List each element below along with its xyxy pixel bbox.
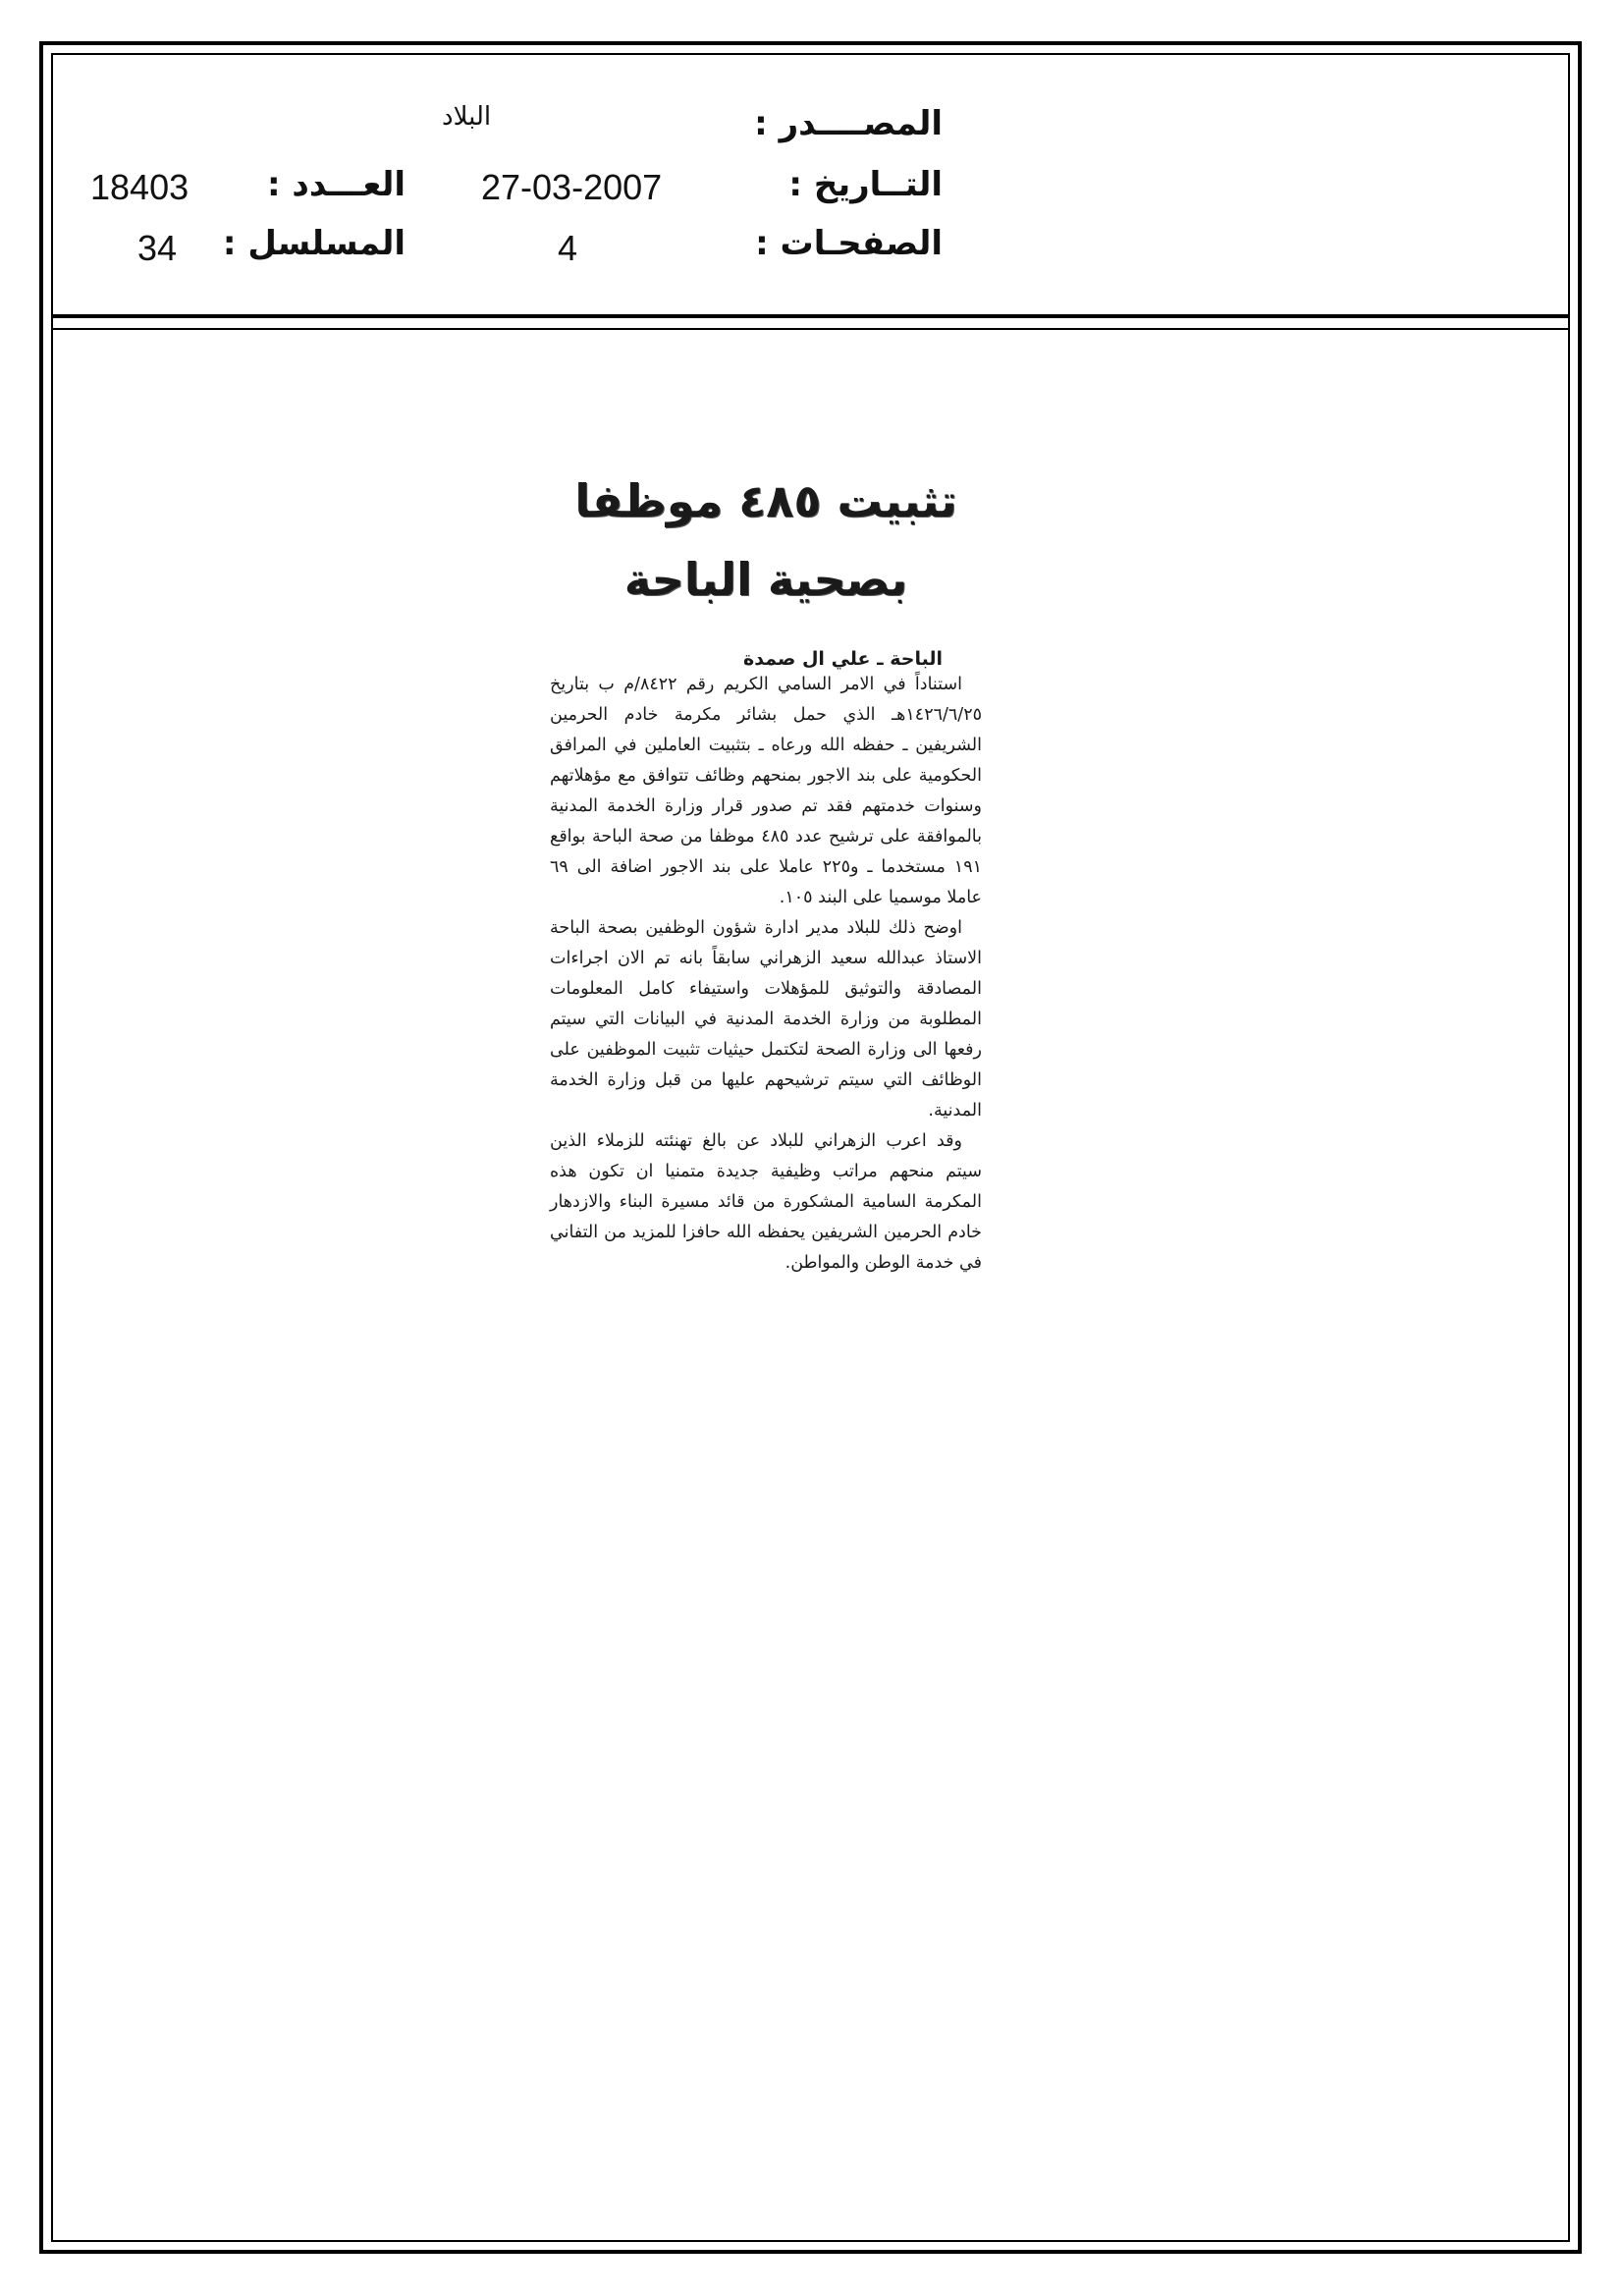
issue-label: العـــدد : bbox=[267, 165, 406, 204]
byline: الباحة ـ علي ال صمدة bbox=[743, 648, 943, 670]
serial-value: 34 bbox=[137, 228, 178, 268]
header-divider bbox=[51, 314, 1570, 318]
article-paragraph: وقد اعرب الزهراني للبلاد عن بالغ تهنئته للزملاء الذين سيتم منحهم مراتب وظيفية جديدة متمنيا ان تكون هذه المكرمة السامية المشكورة من قائد مسيرة البناء والازدهار خادم الحرمين الشريفين يحفظه الله حافزا للمزيد من التفاني في خدمة الوطن والمواطن. bbox=[550, 1131, 982, 1273]
article-paragraph: استناداً في الامر السامي الكريم رقم ٨٤٢٢/م ب بتاريخ ١٤٢٦/٦/٢٥هـ الذي حمل بشائر مكرمة خادم الحرمين الشريفين ـ حفظه الله ورعاه ـ بتثبيت العاملين في المرافق الحكومية على بند الاجور بمنحهم وظائف تتوافق مع مؤهلاتهم وسنوات خدمتهم فقد تم صدور قرار وزارة الخدمة المدنية بالموافقة على ترشيح عدد ٤٨٥ موظفا من صحة الباحة بواقع ١٩١ مستخدما ـ و٢٢٥ عاملا على بند الاجور اضافة الى ٦٩ عاملا موسميا على البند ١٠٥. bbox=[550, 675, 982, 907]
headline-line-1: تثبيت ٤٨٥ موظفا bbox=[574, 474, 957, 527]
source-label: المصــــدر : bbox=[754, 104, 943, 143]
headline-line-2: بصحية الباحة bbox=[623, 553, 908, 606]
news-clipping bbox=[550, 462, 982, 1279]
source-value: البلاد bbox=[442, 102, 492, 132]
pages-value: 4 bbox=[558, 228, 578, 268]
date-label: التــاريخ : bbox=[788, 165, 943, 204]
date-value: 27-03-2007 bbox=[481, 167, 663, 207]
issue-value: 18403 bbox=[90, 167, 189, 207]
header-divider-thin bbox=[51, 328, 1570, 330]
article-paragraph: اوضح ذلك للبلاد مدير ادارة شؤون الوظفين بصحة الباحة الاستاذ عبدالله سعيد الزهراني سابقاً بانه تم الان اجراءات المصادقة والتوثيق للمؤهلات واستيفاء كامل المعلومات المطلوبة من وزارة الخدمة المدنية في البيانات التي سيتم رفعها الى وزارة الصحة لتكتمل حيثيات تثبيت الموظفين على الوظائف التي سيتم ترشيحهم عليها من قبل وزارة الخدمة المدنية. bbox=[550, 918, 982, 1121]
serial-label: المسلسل : bbox=[222, 224, 406, 263]
pages-label: الصفحـات : bbox=[755, 224, 943, 263]
